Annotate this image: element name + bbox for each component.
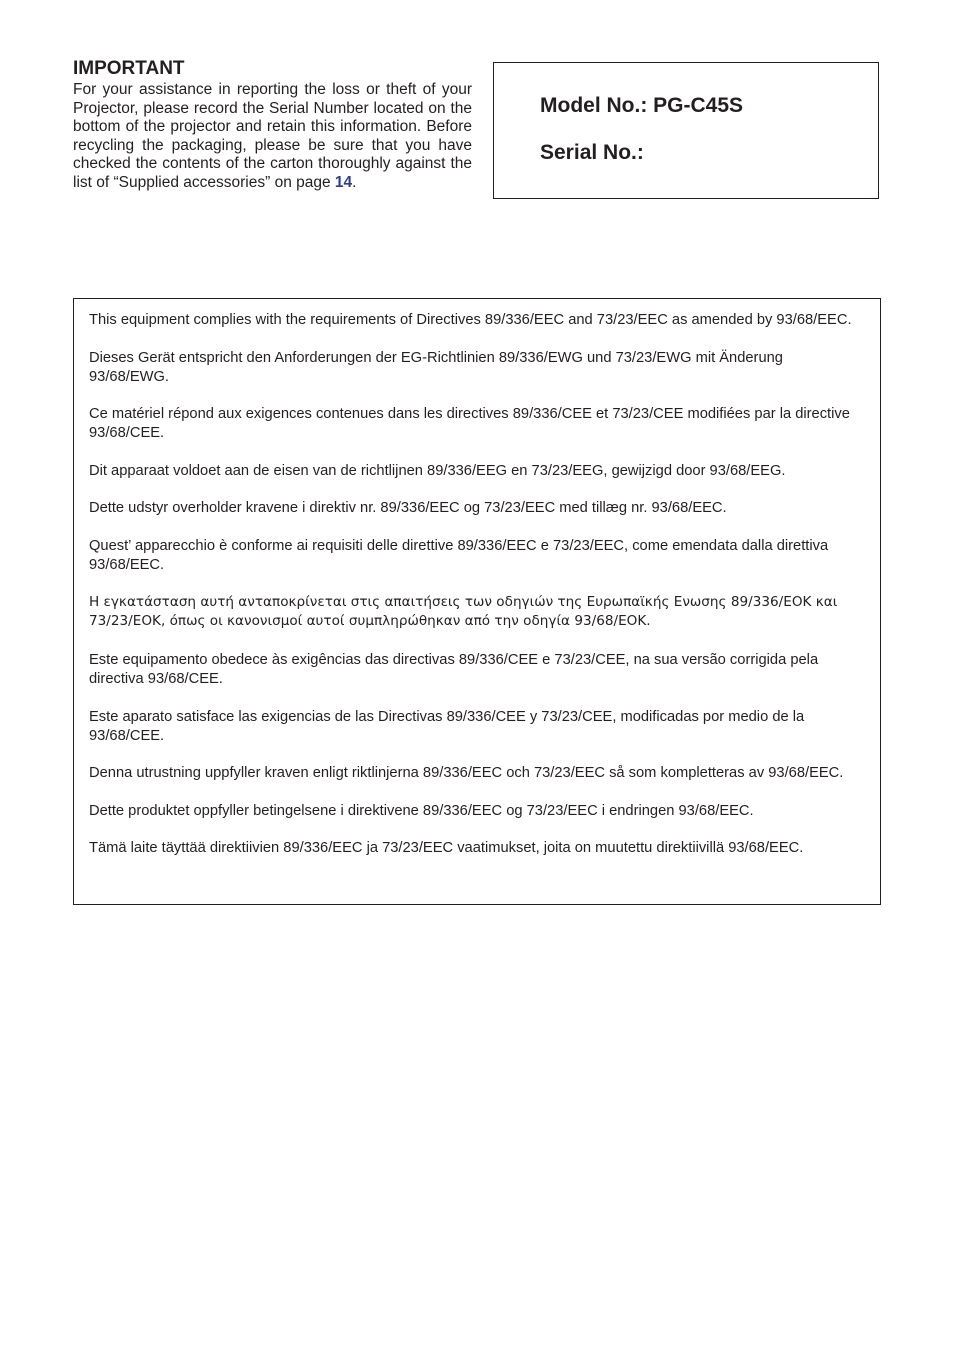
compliance-swedish: Denna utrustning uppfyller kraven enligt riktlinjerna 89/336/EEC och 73/23/EEC så som kompletteras av 93/68/EEC.	[89, 765, 844, 781]
page-reference-link[interactable]: 14	[334, 173, 353, 191]
important-text-end: .	[352, 173, 357, 191]
important-text	[73, 81, 472, 192]
model-serial-box	[493, 62, 879, 199]
compliance-norwegian: Dette produktet oppfyller betingelsene i direktivene 89/336/EEC og 73/23/EEC i endringen 93/68/EEC.	[89, 802, 754, 819]
compliance-spanish: Este aparato satisface las exigencias de las Directivas 89/336/CEE y 73/23/CEE, modificadas por medio de la 93/68/CEE.	[89, 708, 805, 744]
compliance-finnish: Tämä laite täyttää direktiivien 89/336/EEC ja 73/23/EEC vaatimukset, joita on muutettu direktiivillä 93/68/EEC.	[89, 840, 804, 856]
compliance-greek: Η εγκατάσταση αυτή ανταποκρίνεται στις απαιτήσεις των οδηγιών της Ευρωπαϊκής Ενωσης 89/336/ΕΟΚ και 73/23/ΕΟΚ, όπως οι κανονισμοί αυτοί συμπληρώθηκαν από την οδηγία 93/68/ΕΟΚ.	[89, 594, 838, 629]
compliance-italian: Quest’ apparecchio è conforme ai requisiti delle direttive 89/336/EEC e 73/23/EEC, come emendata dalla direttiva 93/68/EEC.	[89, 537, 829, 573]
important-heading: IMPORTANT	[73, 58, 185, 79]
compliance-french: Ce matériel répond aux exigences contenues dans les directives 89/336/CEE et 73/23/CEE modifiées par la directive 93/68/CEE.	[89, 406, 850, 441]
important-notice	[73, 58, 472, 192]
model-number: Model No.: PG-C45S	[540, 94, 744, 117]
compliance-english: This equipment complies with the requirements of Directives 89/336/EEC and 73/23/EEC as amended by 93/68/EEC.	[89, 312, 852, 328]
compliance-statements	[73, 298, 881, 905]
compliance-dutch: Dit apparaat voldoet aan de eisen van de richtlijnen 89/336/EEG en 73/23/EEG, gewijzigd door 93/68/EEG.	[89, 462, 786, 479]
compliance-german: Dieses Gerät entspricht den Anforderungen der EG-Richtlinien 89/336/EWG und 73/23/EWG mit Änderung 93/68/EWG.	[89, 349, 783, 385]
important-text-body: For your assistance in reporting the loss or theft of your Projector, please record the Serial Number located on the bottom of the projector and retain this information. Before recycling the packaging, please be sure that you have checked the contents of the carton thoroughly against the list of “Supplied accessories” on page	[73, 81, 472, 191]
serial-number: Serial No.:	[540, 141, 644, 164]
compliance-portuguese: Este equipamento obedece às exigências das directivas 89/336/CEE e 73/23/CEE, na sua versão corrigida pela directiva 93/68/CEE.	[89, 652, 819, 687]
compliance-danish: Dette udstyr overholder kravene i direktiv nr. 89/336/EEC og 73/23/EEC med tillæg nr. 93/68/EEC.	[89, 500, 727, 516]
